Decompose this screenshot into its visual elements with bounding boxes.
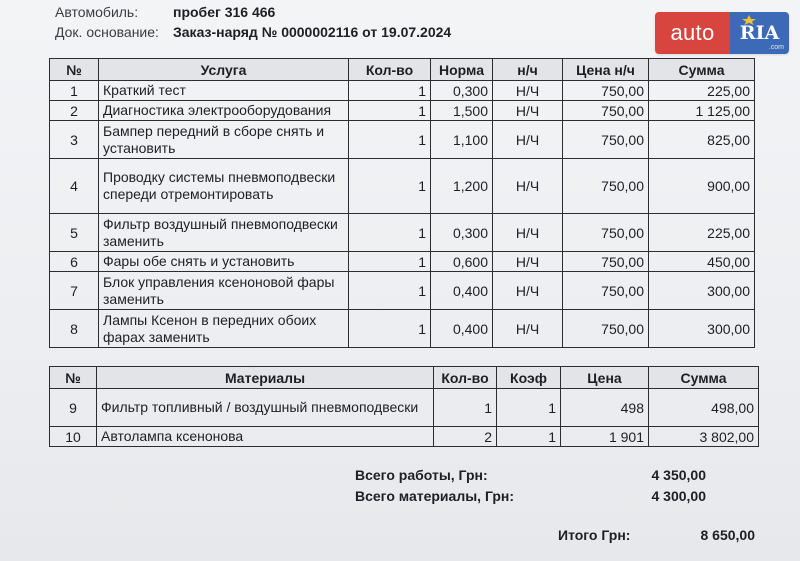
- col-header-sum: Сумма: [649, 59, 755, 81]
- col-header-sum: Сумма: [649, 367, 759, 389]
- sum-cell: 300,00: [649, 272, 755, 310]
- service-name: Фары обе снять и установить: [99, 252, 349, 272]
- service-name: Фильтр воздушный пневмоподвески заменить: [99, 214, 349, 252]
- col-header-qty: Кол-во: [349, 59, 431, 81]
- table-row: [50, 389, 759, 427]
- col-header-materials: Материалы: [97, 367, 434, 389]
- table-row: [50, 159, 755, 214]
- service-name: Краткий тест: [99, 81, 349, 101]
- sum-cell: 1 125,00: [649, 101, 755, 121]
- qty-cell: 1: [349, 81, 431, 101]
- qty-cell: 1: [349, 121, 431, 159]
- sum-cell: 225,00: [649, 81, 755, 101]
- table-row: [50, 310, 755, 348]
- price-cell: 750,00: [563, 81, 649, 101]
- col-header-norm: Норма: [431, 59, 493, 81]
- col-header-qty: Кол-во: [434, 367, 497, 389]
- total-materials-label: Всего материалы, Грн:: [355, 488, 515, 504]
- grand-total-label: Итого Грн:: [558, 527, 631, 543]
- sum-cell: 900,00: [649, 159, 755, 214]
- unit-cell: Н/Ч: [493, 121, 563, 159]
- row-number: 4: [50, 159, 99, 214]
- vehicle-value: пробег 316 466: [173, 4, 276, 20]
- unit-cell: Н/Ч: [493, 252, 563, 272]
- row-number: 2: [50, 101, 99, 121]
- row-number: 10: [50, 427, 97, 447]
- norm-cell: 1,200: [431, 159, 493, 214]
- table-row: [50, 101, 755, 121]
- logo-auto-text: auto: [655, 12, 730, 54]
- qty-cell: 2: [434, 427, 497, 447]
- logo-ria-block: [730, 12, 789, 54]
- row-number: 5: [50, 214, 99, 252]
- price-cell: 750,00: [563, 101, 649, 121]
- unit-cell: Н/Ч: [493, 101, 563, 121]
- basis-label: Док. основание:: [55, 24, 159, 40]
- col-header-coef: Коэф: [497, 367, 561, 389]
- vehicle-label: Автомобиль:: [55, 4, 139, 20]
- unit-cell: Н/Ч: [493, 310, 563, 348]
- price-cell: 1 901: [561, 427, 649, 447]
- qty-cell: 1: [349, 310, 431, 348]
- basis-line: [55, 24, 452, 40]
- sum-cell: 225,00: [649, 214, 755, 252]
- unit-cell: Н/Ч: [493, 214, 563, 252]
- row-number: 7: [50, 272, 99, 310]
- sum-cell: 450,00: [649, 252, 755, 272]
- price-cell: 750,00: [563, 272, 649, 310]
- service-name: Бампер передний в сборе снять и установить: [99, 121, 349, 159]
- row-number: 6: [50, 252, 99, 272]
- total-materials-value: 4 300,00: [651, 488, 706, 504]
- row-number: 9: [50, 389, 97, 427]
- col-header-number: №: [50, 367, 97, 389]
- sum-cell: 498,00: [649, 389, 759, 427]
- material-name: Фильтр топливный / воздушный пневмоподвески: [97, 389, 434, 427]
- price-cell: 750,00: [563, 252, 649, 272]
- price-cell: 498: [561, 389, 649, 427]
- table-row: [50, 214, 755, 252]
- col-header-service: Услуга: [99, 59, 349, 81]
- vehicle-line: [55, 4, 276, 20]
- unit-cell: Н/Ч: [493, 272, 563, 310]
- sum-cell: 3 802,00: [649, 427, 759, 447]
- norm-cell: 0,300: [431, 81, 493, 101]
- grand-total-value: 8 650,00: [700, 527, 755, 543]
- qty-cell: 1: [349, 214, 431, 252]
- logo-ria-text: RIA: [739, 22, 780, 44]
- price-cell: 750,00: [563, 310, 649, 348]
- service-name: Диагностика электрооборудования: [99, 101, 349, 121]
- coef-cell: 1: [497, 389, 561, 427]
- table-row: [50, 81, 755, 101]
- service-name: Лампы Ксенон в передних обоих фарах заменить: [99, 310, 349, 348]
- qty-cell: 1: [434, 389, 497, 427]
- qty-cell: 1: [349, 159, 431, 214]
- price-cell: 750,00: [563, 159, 649, 214]
- col-header-unit: н/ч: [493, 59, 563, 81]
- norm-cell: 1,500: [431, 101, 493, 121]
- service-name: Блок управления ксеноновой фары заменить: [99, 272, 349, 310]
- autoria-logo: [655, 12, 789, 54]
- basis-value: Заказ-наряд № 0000002116 от 19.07.2024: [173, 24, 452, 40]
- coef-cell: 1: [497, 427, 561, 447]
- services-table: [49, 58, 755, 348]
- row-number: 1: [50, 81, 99, 101]
- table-row: [50, 272, 755, 310]
- norm-cell: 1,100: [431, 121, 493, 159]
- service-name: Проводку системы пневмоподвески спереди отремонтировать: [99, 159, 349, 214]
- row-number: 8: [50, 310, 99, 348]
- materials-table: [49, 366, 759, 447]
- material-name: Автолампа ксенонова: [97, 427, 434, 447]
- qty-cell: 1: [349, 252, 431, 272]
- sum-cell: 825,00: [649, 121, 755, 159]
- qty-cell: 1: [349, 101, 431, 121]
- row-number: 3: [50, 121, 99, 159]
- norm-cell: 0,400: [431, 272, 493, 310]
- total-work-value: 4 350,00: [651, 467, 706, 483]
- total-work-label: Всего работы, Грн:: [355, 467, 488, 483]
- qty-cell: 1: [349, 272, 431, 310]
- services-header-row: [50, 59, 755, 81]
- sum-cell: 300,00: [649, 310, 755, 348]
- norm-cell: 0,600: [431, 252, 493, 272]
- table-row: [50, 427, 759, 447]
- table-row: [50, 121, 755, 159]
- unit-cell: Н/Ч: [493, 81, 563, 101]
- unit-cell: Н/Ч: [493, 159, 563, 214]
- col-header-price: Цена: [561, 367, 649, 389]
- norm-cell: 0,400: [431, 310, 493, 348]
- norm-cell: 0,300: [431, 214, 493, 252]
- table-row: [50, 252, 755, 272]
- col-header-price: Цена н/ч: [563, 59, 649, 81]
- price-cell: 750,00: [563, 121, 649, 159]
- price-cell: 750,00: [563, 214, 649, 252]
- col-header-number: №: [50, 59, 99, 81]
- materials-header-row: [50, 367, 759, 389]
- logo-domain-text: .com: [768, 44, 784, 51]
- star-icon: [740, 15, 758, 25]
